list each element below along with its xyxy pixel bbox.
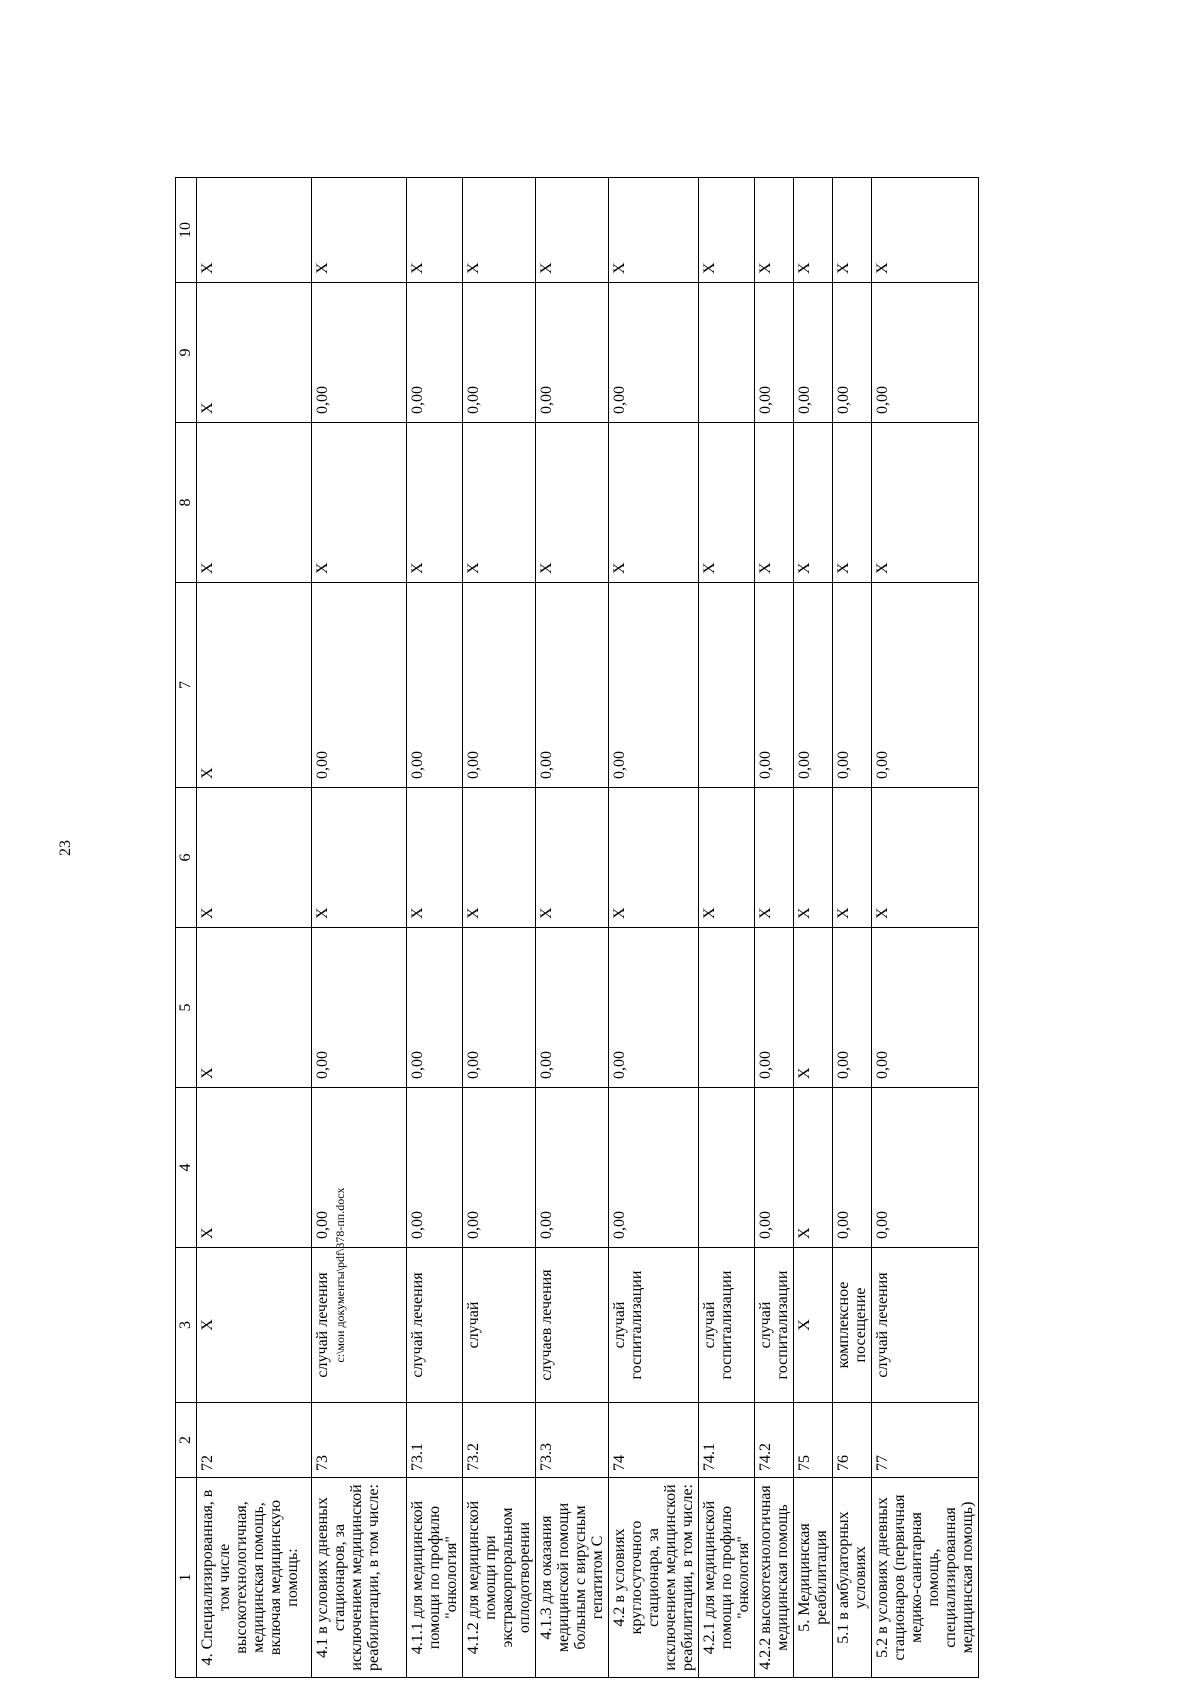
value-cell-col-8: X (833, 423, 872, 583)
value-cell-col-5: 0,00 (463, 928, 536, 1088)
row-number-cell: 73.1 (407, 1403, 463, 1478)
footer-file-path: c:\мои документы\pdf\378-пп.docx (333, 1187, 347, 1363)
unit-cell: случай госпитализации (699, 1248, 755, 1403)
value-cell-col-4: 0,00 (872, 1088, 979, 1248)
value-cell-col-4: X (794, 1088, 833, 1248)
header-cell-9: 9 (176, 283, 197, 423)
value-cell-col-7: 0,00 (833, 583, 872, 788)
table-row (407, 178, 463, 1678)
value-cell-col-4: 0,00 (755, 1088, 794, 1248)
header-cell-10: 10 (176, 178, 197, 283)
row-number-cell: 73 (312, 1403, 407, 1478)
value-cell-col-4: 0,00 (407, 1088, 463, 1248)
value-cell-col-7: 0,00 (755, 583, 794, 788)
value-cell-col-10: X (197, 178, 312, 283)
value-cell-col-6: X (833, 788, 872, 928)
value-cell-col-7: 0,00 (609, 583, 699, 788)
value-cell-col-4: 0,00 (536, 1088, 609, 1248)
value-cell-col-7 (699, 583, 755, 788)
value-cell-col-6: X (794, 788, 833, 928)
value-cell-col-6: X (755, 788, 794, 928)
value-cell-col-6: X (536, 788, 609, 928)
row-label-cell: 5.2 в условиях дневных стационаров (первичная медико-санитарная помощь, специализированная медицинская помощь) (872, 1478, 979, 1678)
value-cell-col-8: X (872, 423, 979, 583)
value-cell-col-10: X (755, 178, 794, 283)
unit-cell: комплексное посещение (833, 1248, 872, 1403)
value-cell-col-9: 0,00 (833, 283, 872, 423)
row-label-cell: 4.1.2 для медицинской помощи при экстракорпоральном оплодотворении (463, 1478, 536, 1678)
row-label-cell: 4.1.1 для медицинской помощи по профилю "онкология" (407, 1478, 463, 1678)
value-cell-col-5: 0,00 (833, 928, 872, 1088)
row-label-cell: 5.1 в амбулаторных условиях (833, 1478, 872, 1678)
header-cell-8: 8 (176, 423, 197, 583)
unit-cell: X (197, 1248, 312, 1403)
row-label-cell: 4.2.2 высокотехнологичная медицинская помощь (755, 1478, 794, 1678)
value-cell-col-5: 0,00 (407, 928, 463, 1088)
table-row (833, 178, 872, 1678)
unit-cell: X (794, 1248, 833, 1403)
value-cell-col-7: 0,00 (312, 583, 407, 788)
value-cell-col-4: 0,00 (312, 1088, 407, 1248)
table-row (872, 178, 979, 1678)
value-cell-col-4: X (197, 1088, 312, 1248)
value-cell-col-10: X (833, 178, 872, 283)
value-cell-col-6: X (197, 788, 312, 928)
value-cell-col-10: X (699, 178, 755, 283)
value-cell-col-8: X (463, 423, 536, 583)
value-cell-col-9: 0,00 (536, 283, 609, 423)
value-cell-col-10: X (536, 178, 609, 283)
header-cell-2: 2 (176, 1403, 197, 1478)
table-row (609, 178, 699, 1678)
value-cell-col-5: X (794, 928, 833, 1088)
value-cell-col-4: 0,00 (463, 1088, 536, 1248)
value-cell-col-10: X (609, 178, 699, 283)
value-cell-col-7: 0,00 (872, 583, 979, 788)
value-cell-col-6: X (872, 788, 979, 928)
value-cell-col-9: 0,00 (609, 283, 699, 423)
value-cell-col-9: 0,00 (794, 283, 833, 423)
table-row (197, 178, 312, 1678)
value-cell-col-10: X (463, 178, 536, 283)
unit-cell: случай лечения (872, 1248, 979, 1403)
header-cell-1: 1 (176, 1478, 197, 1678)
value-cell-col-6: X (463, 788, 536, 928)
row-number-cell: 73.2 (463, 1403, 536, 1478)
value-cell-col-8: X (312, 423, 407, 583)
value-cell-col-10: X (407, 178, 463, 283)
value-cell-col-6: X (699, 788, 755, 928)
row-number-cell: 74.1 (699, 1403, 755, 1478)
value-cell-col-6: X (312, 788, 407, 928)
row-label-cell: 5. Медицинская реабилитация (794, 1478, 833, 1678)
header-cell-3: 3 (176, 1248, 197, 1403)
value-cell-col-9 (699, 283, 755, 423)
value-cell-col-9: 0,00 (872, 283, 979, 423)
value-cell-col-7: 0,00 (463, 583, 536, 788)
row-label-cell: 4.1.3 для оказания медицинской помощи больным с вирусным гепатитом С (536, 1478, 609, 1678)
unit-cell: случай лечения (407, 1248, 463, 1403)
value-cell-col-4: 0,00 (833, 1088, 872, 1248)
value-cell-col-8: X (755, 423, 794, 583)
value-cell-col-8: X (407, 423, 463, 583)
value-cell-col-4 (699, 1088, 755, 1248)
row-label-cell: 4. Специализированная, в том числе высокотехнологичная, медицинская помощь, включая медицинскую помощь: (197, 1478, 312, 1678)
value-cell-col-5: 0,00 (755, 928, 794, 1088)
value-cell-col-9: 0,00 (463, 283, 536, 423)
page-number: 23 (57, 840, 74, 856)
header-cell-4: 4 (176, 1088, 197, 1248)
value-cell-col-9: 0,00 (755, 283, 794, 423)
row-number-cell: 73.3 (536, 1403, 609, 1478)
unit-cell: случай госпитализации (609, 1248, 699, 1403)
row-number-cell: 77 (872, 1403, 979, 1478)
value-cell-col-7: 0,00 (407, 583, 463, 788)
value-cell-col-7: 0,00 (794, 583, 833, 788)
value-cell-col-5: 0,00 (312, 928, 407, 1088)
header-cell-6: 6 (176, 788, 197, 928)
table-row (794, 178, 833, 1678)
value-cell-col-8: X (536, 423, 609, 583)
value-cell-col-8: X (794, 423, 833, 583)
row-label-cell: 4.2.1 для медицинской помощи по профилю "онкология" (699, 1478, 755, 1678)
value-cell-col-5: 0,00 (872, 928, 979, 1088)
value-cell-col-9: X (197, 283, 312, 423)
table-row (755, 178, 794, 1678)
row-number-cell: 72 (197, 1403, 312, 1478)
value-cell-col-9: 0,00 (312, 283, 407, 423)
row-number-cell: 74 (609, 1403, 699, 1478)
value-cell-col-8: X (609, 423, 699, 583)
table-header-row (176, 178, 197, 1678)
unit-cell: случай госпитализации (755, 1248, 794, 1403)
unit-cell: случай (463, 1248, 536, 1403)
value-cell-col-6: X (609, 788, 699, 928)
row-number-cell: 75 (794, 1403, 833, 1478)
value-cell-col-8: X (197, 423, 312, 583)
value-cell-col-5 (699, 928, 755, 1088)
header-cell-7: 7 (176, 583, 197, 788)
value-cell-col-9: 0,00 (407, 283, 463, 423)
table-row (312, 178, 407, 1678)
row-number-cell: 74.2 (755, 1403, 794, 1478)
value-cell-col-5: X (197, 928, 312, 1088)
value-cell-col-7: 0,00 (536, 583, 609, 788)
value-cell-col-10: X (312, 178, 407, 283)
value-cell-col-10: X (872, 178, 979, 283)
value-cell-col-7: X (197, 583, 312, 788)
table-row (463, 178, 536, 1678)
table-row (536, 178, 609, 1678)
header-cell-5: 5 (176, 928, 197, 1088)
data-table (175, 177, 979, 1678)
row-label-cell: 4.2 в условиях круглосуточного стационара, за исключением медицинской реабилитации, в том числе: (609, 1478, 699, 1678)
rotated-table-container (175, 178, 1035, 1678)
value-cell-col-5: 0,00 (609, 928, 699, 1088)
value-cell-col-8: X (699, 423, 755, 583)
value-cell-col-4: 0,00 (609, 1088, 699, 1248)
value-cell-col-5: 0,00 (536, 928, 609, 1088)
value-cell-col-6: X (407, 788, 463, 928)
row-number-cell: 76 (833, 1403, 872, 1478)
row-label-cell: 4.1 в условиях дневных стационаров, за исключением медицинской реабилитации, в том числе: (312, 1478, 407, 1678)
unit-cell: случаев лечения (536, 1248, 609, 1403)
value-cell-col-10: X (794, 178, 833, 283)
unit-cell: случай лечения (312, 1248, 407, 1403)
table-row (699, 178, 755, 1678)
